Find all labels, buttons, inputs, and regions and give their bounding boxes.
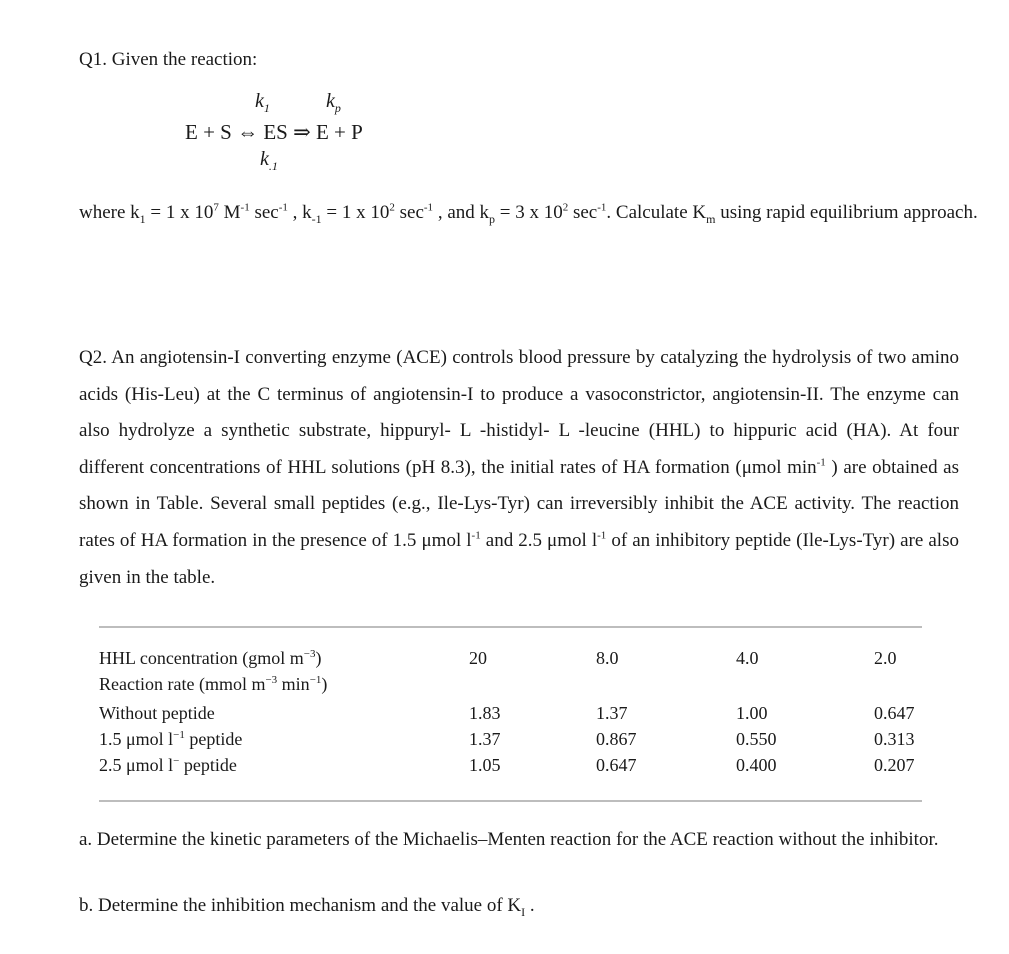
table-row-label: 2.5 μmol l− peptide bbox=[99, 755, 237, 775]
table-conc-2: 8.0 bbox=[596, 648, 619, 668]
table-conc-1: 20 bbox=[469, 648, 487, 668]
table-cell: 0.647 bbox=[874, 703, 915, 723]
table-row-label: Without peptide bbox=[99, 703, 215, 723]
q1-title: Q1. Given the reaction: bbox=[79, 49, 258, 70]
table-cell: 0.647 bbox=[596, 755, 637, 775]
reaction-scheme: E + S ⇔ ES ⇒ E + P bbox=[185, 120, 363, 144]
q2-paragraph: Q2. An angiotensin-I converting enzyme (ACE) controls blood pressure by catalyzing the hydrolysis of two amino acids (His-Leu) at the C terminus of angiotensin-I to produce a vasoconstrictor, angiotensin-II. The enzyme can also hydrolyze a synthetic substrate, hippuryl- L -histidyl- L -leucine (HHL) to hippuric acid (HA). At four different concentrations of HHL solutions (pH 8.3), the initial rates of HA formation (μmol $\min^{-1}$ ) are obtained as shown in Table. Several small peptides (e.g., Ile-Lys-Tyr) can irreversibly inhibit the ACE activity. The reaction rates of HA formation in the presence of 1.5 μmol $l^{-1}$ and 2.5 μmol $l^{-1}$ of an inhibitory peptide (Ile-Lys-Tyr) are also given in the table. bbox=[79, 347, 959, 588]
table-cell: 1.00 bbox=[736, 703, 768, 723]
table-cell: 1.83 bbox=[469, 703, 501, 723]
reaction-equation bbox=[176, 88, 456, 178]
table-conc-4: 2.0 bbox=[874, 648, 897, 668]
rate-constant-kp: $k_p$ bbox=[326, 90, 341, 115]
table-cell: 1.05 bbox=[469, 755, 501, 775]
table-cell: 0.207 bbox=[874, 755, 915, 775]
part-a: a. Determine the kinetic parameters of the Michaelis–Menten reaction for the ACE reaction without the inhibitor. bbox=[79, 829, 939, 850]
table-row-label: 1.5 μmol $l^{-1}$ peptide bbox=[99, 729, 243, 749]
table-header-concentration: HHL concentration (gmol $m^{-3}$) bbox=[99, 648, 322, 668]
q1-given-values: where $k_1 = 1$ x $10^7$ $M^{-1}$ $\sec^{-1}$ , $k_{-1} = 1$ x $10^2$ $\sec^{-1}$ , and $k_p = 3$ x $10^2$ $\sec^{-1}$. Calculate $K_m$ using rapid equilibrium approach. bbox=[79, 201, 978, 226]
table-cell: 0.867 bbox=[596, 729, 637, 749]
table-cell: 1.37 bbox=[469, 729, 501, 749]
table-cell: 0.400 bbox=[736, 755, 777, 775]
table-cell: 0.550 bbox=[736, 729, 777, 749]
part-b: b. Determine the inhibition mechanism and the value of $K_I$ . bbox=[79, 895, 535, 919]
data-table bbox=[99, 626, 922, 802]
table-cell: 0.313 bbox=[874, 729, 915, 749]
table-conc-3: 4.0 bbox=[736, 648, 759, 668]
table-cell: 1.37 bbox=[596, 703, 628, 723]
rate-constant-k1: $k_1$ bbox=[255, 90, 270, 115]
table-header-rate: Reaction rate (mmol $m^{-3}$ $\min^{-1}$) bbox=[99, 674, 328, 694]
rate-constant-k-minus1: $k_{.1}$ bbox=[260, 148, 278, 173]
